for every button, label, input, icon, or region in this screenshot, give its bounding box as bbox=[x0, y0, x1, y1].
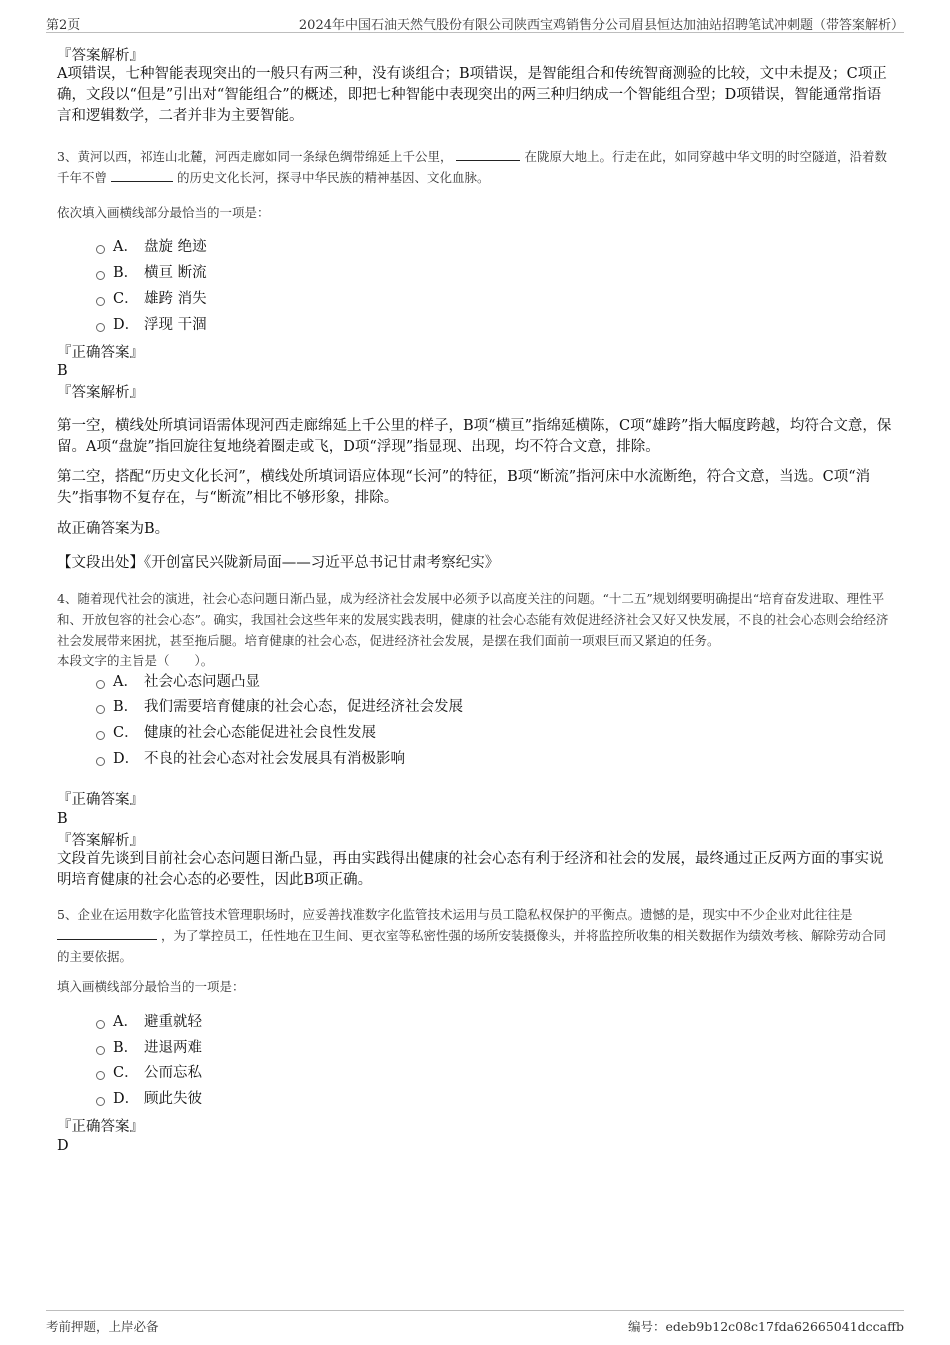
q5-option-c[interactable]: C． 公而忘私 bbox=[96, 1063, 202, 1083]
q4-option-c[interactable]: C． 健康的社会心态能促进社会良性发展 bbox=[96, 723, 376, 743]
radio-icon[interactable] bbox=[96, 1020, 105, 1029]
q3-option-d[interactable]: D． 浮现 干涸 bbox=[96, 315, 207, 335]
q3-source-label: 【文段出处】 bbox=[57, 555, 144, 571]
q5-option-b[interactable]: B． 进退两难 bbox=[96, 1038, 202, 1058]
radio-icon[interactable] bbox=[96, 705, 105, 714]
q4-analysis-text: 文段首先谈到目前社会心态问题日渐凸显，再由实践得出健康的社会心态有利于经济和社会的发展，最终通过正反两方面的事实说明培育健康的社会心态的必要性，因此B项正确。 bbox=[57, 851, 884, 888]
q3-blank-1 bbox=[456, 148, 520, 161]
q3-option-a[interactable]: A． 盘旋 绝迹 bbox=[96, 237, 207, 257]
radio-icon[interactable] bbox=[96, 1097, 105, 1106]
q5-answer: D bbox=[57, 1138, 69, 1154]
q3-analysis-p3: 故正确答案为B。 bbox=[57, 521, 170, 537]
page-number: 第2页 bbox=[46, 18, 81, 33]
q3-blank-2 bbox=[111, 169, 173, 182]
q2-analysis-text: A项错误，七种智能表现突出的一般只有两三种，没有谈组合；B项错误，是智能组合和传统智商测验的比较，文中未提及；C项正确，文段以“但是”引出对“智能组合”的概述，即把七种智能中表现突出的两三种归纳成一个智能组合型；D项错误，智能通常指语言和逻辑数学，二者并非为主要智能。 bbox=[57, 66, 887, 124]
q5-option-d[interactable]: D． 顾此失彼 bbox=[96, 1089, 202, 1109]
q3-option-b[interactable]: B． 横亘 断流 bbox=[96, 263, 207, 283]
q5-stem-part1: 5、企业在运用数字化监管技术管理职场时，应妥善找准数字化监管技术运用与员工隐私权保护的平衡点。遗憾的是，现实中不少企业对此往往是 bbox=[57, 907, 853, 922]
q3-stem bbox=[57, 146, 892, 188]
q2-analysis-label: 『答案解析』 bbox=[57, 48, 144, 64]
q3-source bbox=[57, 553, 892, 574]
footer-code: 编号：edeb9b12c08c17fda62665041dccaffb bbox=[627, 1319, 904, 1334]
q3-analysis-p2: 第二空，搭配“历史文化长河”，横线处所填词语应体现“长河”的特征，B项“断流”指河床中水流断绝，符合文意，当选。C项“消失”指事物不复存在，与“断流”相比不够形象，排除。 bbox=[57, 469, 871, 506]
radio-icon[interactable] bbox=[96, 731, 105, 740]
radio-icon[interactable] bbox=[96, 297, 105, 306]
q5-answer-label: 『正确答案』 bbox=[57, 1119, 144, 1135]
q3-source-text: 《开创富民兴陇新局面——习近平总书记甘肃考察纪实》 bbox=[144, 555, 500, 571]
q3-answer: B bbox=[57, 363, 68, 379]
radio-icon[interactable] bbox=[96, 680, 105, 689]
page-header bbox=[46, 12, 904, 33]
q5-prompt: 填入画横线部分最恰当的一项是： bbox=[57, 979, 245, 994]
q3-stem-part1: 3、黄河以西，祁连山北麓，河西走廊如同一条绿色绸带绵延上千公里， bbox=[57, 149, 453, 164]
q4-option-d[interactable]: D． 不良的社会心态对社会发展具有消极影响 bbox=[96, 749, 405, 769]
q4-option-a[interactable]: A． 社会心态问题凸显 bbox=[96, 672, 260, 692]
q3-answer-label: 『正确答案』 bbox=[57, 345, 144, 361]
q4-answer-label: 『正确答案』 bbox=[57, 792, 144, 808]
radio-icon[interactable] bbox=[96, 757, 105, 766]
radio-icon[interactable] bbox=[96, 271, 105, 280]
q5-option-a[interactable]: A． 避重就轻 bbox=[96, 1012, 202, 1032]
q4-option-b[interactable]: B． 我们需要培育健康的社会心态，促进经济社会发展 bbox=[96, 697, 463, 717]
q3-prompt: 依次填入画横线部分最恰当的一项是： bbox=[57, 205, 270, 220]
q3-analysis-p1: 第一空，横线处所填词语需体现河西走廊绵延上千公里的样子，B项“横亘”指绵延横陈，C项“雄跨”指大幅度跨越，均符合文意，保留。A项“盘旋”指回旋往复地绕着圈走或飞，D项“浮现”指显现、出现，均不符合文意，排除。 bbox=[57, 418, 892, 455]
radio-icon[interactable] bbox=[96, 245, 105, 254]
q3-option-c[interactable]: C． 雄跨 消失 bbox=[96, 289, 207, 309]
q5-blank bbox=[57, 927, 157, 940]
q4-prompt: 本段文字的主旨是（ ）。 bbox=[57, 653, 214, 668]
q3-stem-part3: 的历史文化长河，探寻中华民族的精神基因、文化血脉。 bbox=[176, 170, 490, 185]
page-footer bbox=[46, 1310, 904, 1335]
q4-analysis-label: 『答案解析』 bbox=[57, 833, 144, 849]
q4-stem: 4、随着现代社会的演进，社会心态问题日渐凸显，成为经济社会发展中必须予以高度关注的问题。“十二五”规划纲要明确提出“培育奋发进取、理性平和、开放包容的社会心态”。确实，我国社会这些年来的发展实践表明，健康的社会心态能有效促进经济社会又好又快发展，不良的社会心态则会给经济社会发展带来困扰，甚至拖后腿。培育健康的社会心态，促进经济社会发展，是摆在我们面前一项艰巨而又紧迫的任务。 bbox=[57, 591, 889, 648]
footer-slogan: 考前押题，上岸必备 bbox=[46, 1319, 159, 1334]
q5-stem bbox=[57, 904, 892, 967]
document-title: 2024年中国石油天然气股份有限公司陕西宝鸡销售分公司眉县恒达加油站招聘笔试冲刺题（带答案解析） bbox=[298, 18, 904, 33]
q5-stem-part2: ，为了掌控员工，任性地在卫生间、更衣室等私密性强的场所安装摄像头，并将监控所收集的相关数据作为绩效考核、解除劳动合同的主要依据。 bbox=[57, 928, 886, 964]
q3-analysis-label: 『答案解析』 bbox=[57, 385, 144, 401]
radio-icon[interactable] bbox=[96, 1046, 105, 1055]
radio-icon[interactable] bbox=[96, 323, 105, 332]
radio-icon[interactable] bbox=[96, 1071, 105, 1080]
q4-answer: B bbox=[57, 811, 68, 827]
q3-stem-part2: 在陇原大地上。行走在此，如同穿越中华文明的时空隧道，沿着数千年不曾 bbox=[57, 149, 887, 185]
